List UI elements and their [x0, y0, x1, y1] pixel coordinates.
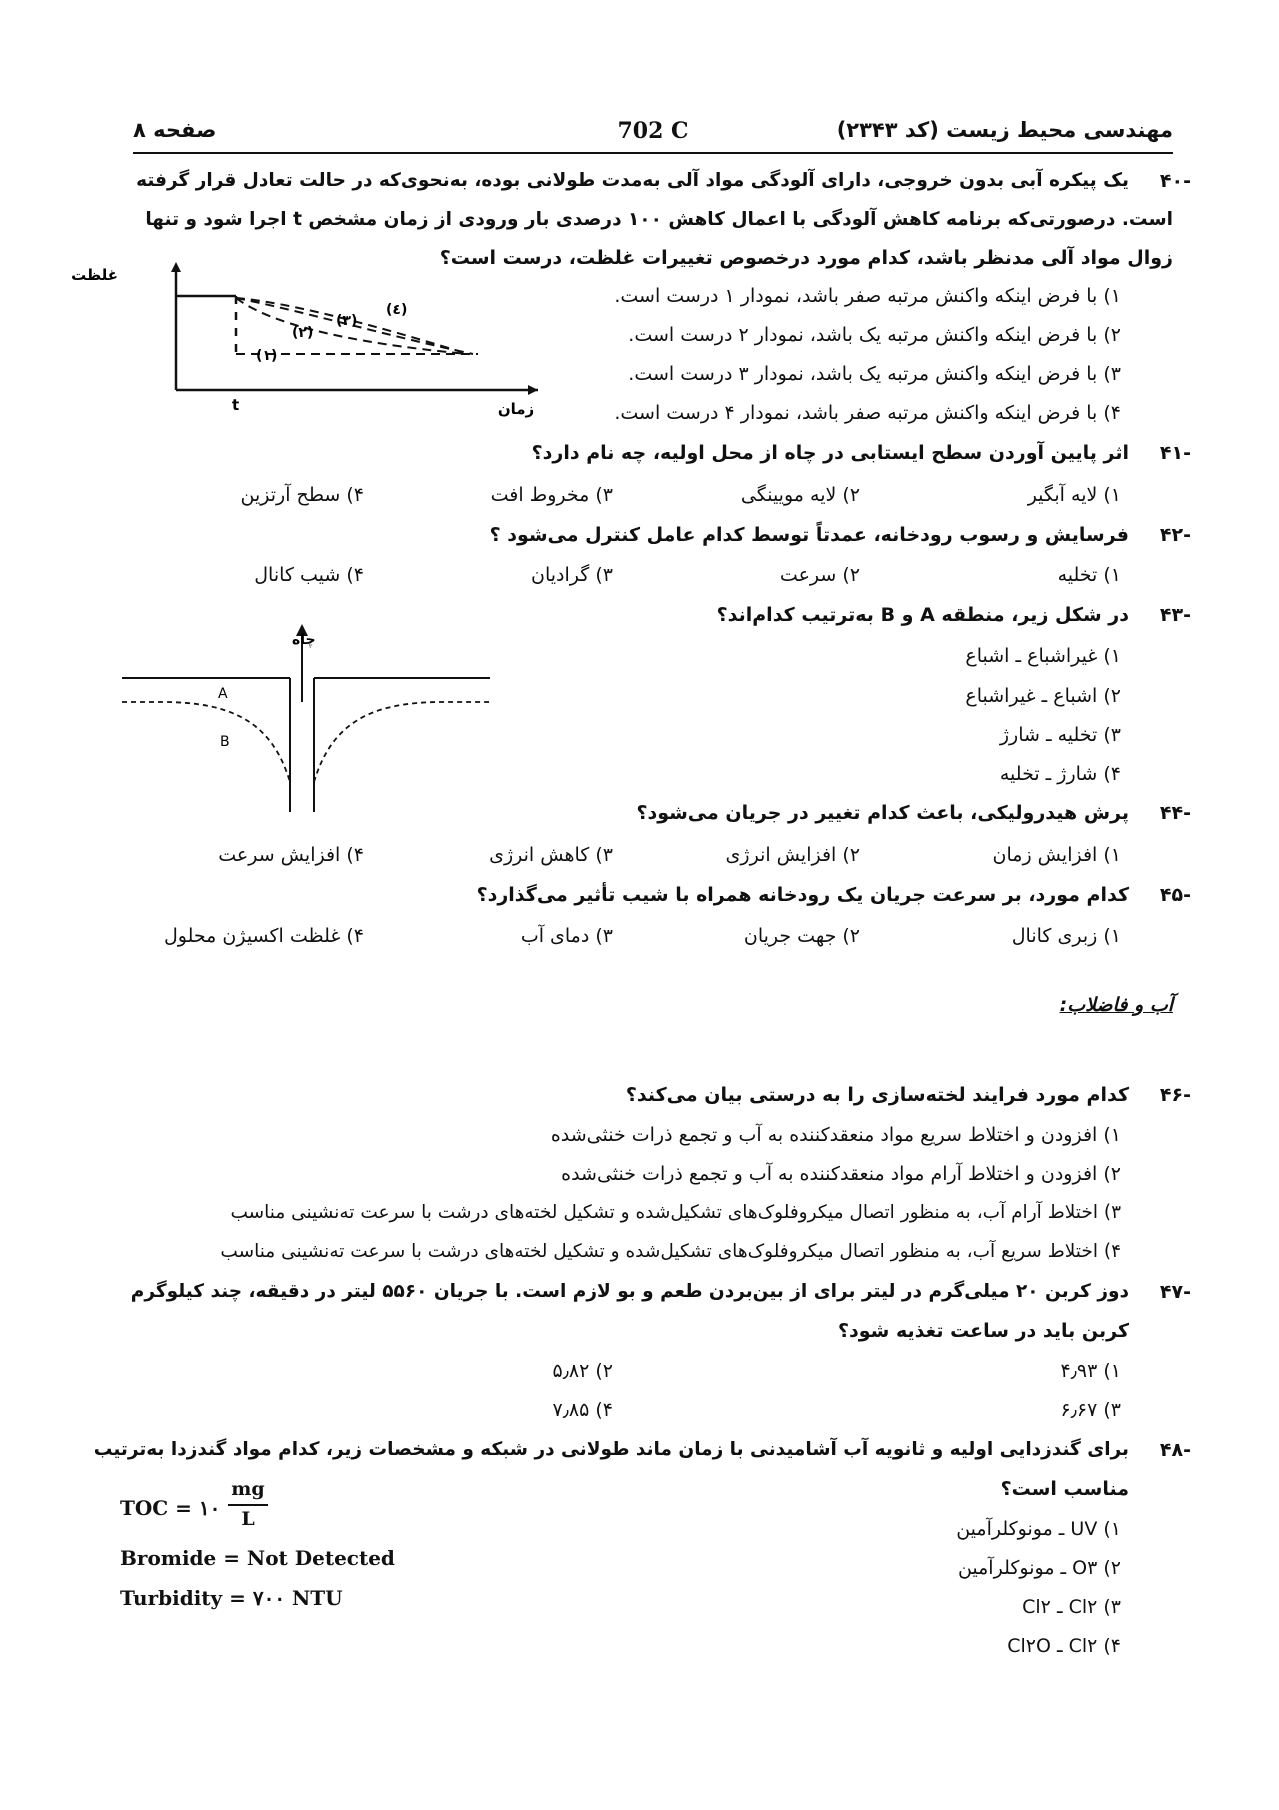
- question-40-number: -۴۰: [1159, 170, 1191, 192]
- spec-toc-unit-numerator: mg: [231, 1478, 265, 1500]
- question-47-option-3[interactable]: ۳) ۶٫۶۷: [1060, 1399, 1121, 1421]
- figure-t-label: t: [232, 396, 240, 414]
- y-axis-arrow: [171, 262, 181, 272]
- question-42-option-3[interactable]: ۳) گرادیان: [531, 564, 613, 586]
- question-44-text: پرش هیدرولیکی، باعث کدام تغییر در جریان می‌شود؟: [636, 802, 1129, 824]
- question-47-line-2: کربن باید در ساعت تغذیه شود؟: [837, 1320, 1129, 1342]
- question-42-option-4[interactable]: ۴) شیب کانال: [254, 564, 364, 586]
- question-46-text: کدام مورد فرایند لخته‌سازی را به درستی بیان می‌کند؟: [625, 1084, 1129, 1106]
- question-41-text: اثر پایین آوردن سطح ایستابی در چاه از محل اولیه، چه نام دارد؟: [531, 442, 1129, 464]
- question-47-option-4[interactable]: ۴) ۷٫۸۵: [552, 1399, 613, 1421]
- page-header: [133, 118, 1173, 154]
- concentration-time-figure: [71, 262, 538, 422]
- question-48-line-2: مناسب است؟: [1000, 1478, 1129, 1500]
- question-41-option-2[interactable]: ۲) لایه مویینگی: [740, 484, 860, 506]
- zone-a-label: A: [218, 686, 228, 702]
- question-43-option-4[interactable]: ۴) شارژ ـ تخلیه: [999, 763, 1121, 785]
- question-47-option-2[interactable]: ۲) ۵٫۸۲: [552, 1360, 613, 1382]
- question-43-option-2[interactable]: ۲) اشباع ـ غیراشباع: [965, 685, 1121, 707]
- question-47-line-1: دوز کربن ۲۰ میلی‌گرم در لیتر برای از بین‌بردن طعم و بو لازم است. با جریان ۵۵۶۰ لیتر در دقیقه، چند کیلوگرم: [130, 1281, 1129, 1302]
- question-45-option-4[interactable]: ۴) غلظت اکسیژن محلول: [163, 925, 364, 947]
- curve-label-4: (٤): [386, 302, 408, 318]
- question-44-option-3[interactable]: ۳) کاهش انرژی: [489, 844, 613, 866]
- question-48-option-3[interactable]: ۳) Cl۲ ـ Cl۲: [1022, 1596, 1121, 1618]
- question-46-option-3[interactable]: ۳) اختلاط آرام آب، به منظور اتصال میکروفلوک‌های تشکیل‌شده و تشکیل لخته‌های درشت با سرعت ته‌نشینی مناسب: [230, 1202, 1121, 1223]
- spec-toc-unit-denominator: L: [241, 1508, 255, 1530]
- question-48-option-2[interactable]: ۲) O۳ ـ مونوکلرآمین: [957, 1557, 1121, 1579]
- question-45-option-3[interactable]: ۳) دمای آب: [520, 925, 613, 947]
- question-45-text: کدام مورد، بر سرعت جریان یک رودخانه همراه با شیب تأثیر می‌گذارد؟: [476, 884, 1129, 906]
- spec-bromide: Bromide = Not Detected: [120, 1546, 395, 1570]
- section-title-water-wastewater: آب و فاضلاب:: [1059, 994, 1173, 1016]
- question-48-number: -۴۸: [1159, 1439, 1191, 1461]
- question-40-line-2: است. درصورتی‌که برنامه کاهش آلودگی با اعمال کاهش ۱۰۰ درصدی بار ورودی از زمان مشخص t اجرا شود و تنها: [145, 209, 1173, 230]
- figure-x-label: زمان: [497, 400, 535, 418]
- header-course-title: مهندسی محیط زیست (کد ۲۳۴۳): [836, 118, 1173, 142]
- spec-toc-fraction-bar: [228, 1504, 268, 1506]
- question-48-option-1[interactable]: ۱) UV ـ مونوکلرآمین: [956, 1518, 1121, 1540]
- header-booklet-code: 702 C: [617, 118, 689, 144]
- question-44-option-1[interactable]: ۱) افزایش زمان: [992, 844, 1121, 866]
- question-40-line-1: یک پیکره آبی بدون خروجی، دارای آلودگی مواد آلی به‌مدت طولانی بوده، به‌نحوی‌که در حالت تعادل قرار گرفته: [136, 170, 1129, 191]
- curve-label-2: (۲): [292, 325, 314, 341]
- zone-b-label: B: [220, 734, 230, 750]
- question-42-option-2[interactable]: ۲) سرعت: [779, 564, 860, 586]
- question-46-option-4[interactable]: ۴) اختلاط سریع آب، به منظور اتصال میکروفلوک‌های تشکیل‌شده و تشکیل لخته‌های درشت با سرعت ته‌نشینی مناسب: [220, 1241, 1121, 1262]
- curve-label-3: (۳): [336, 313, 358, 329]
- question-43-text: در شکل زیر، منطقه A و B به‌ترتیب کدام‌اند؟: [716, 604, 1129, 626]
- figure-y-label: غلظت: [71, 266, 118, 284]
- question-44-option-4[interactable]: ۴) افزایش سرعت: [218, 844, 364, 866]
- question-47-option-1[interactable]: ۱) ۴٫۹۳: [1060, 1360, 1121, 1382]
- spec-turbidity: Turbidity = ۷۰۰ NTU: [120, 1586, 343, 1610]
- cone-right-curve: [314, 702, 490, 782]
- header-page-number: صفحه ۸: [133, 118, 217, 142]
- well-cone-figure: [122, 622, 492, 812]
- curve-label-1: (۱): [256, 348, 278, 364]
- question-44-option-2[interactable]: ۲) افزایش انرژی: [725, 844, 860, 866]
- question-42-option-1[interactable]: ۱) تخلیه: [1057, 564, 1121, 586]
- question-40-option-1[interactable]: ۱) با فرض اینکه واکنش مرتبه صفر باشد، نمودار ۱ درست است.: [614, 285, 1121, 307]
- question-41-option-1[interactable]: ۱) لایه آبگیر: [1027, 484, 1121, 506]
- question-41-number: -۴۱: [1159, 442, 1191, 464]
- question-42-number: -۴۲: [1159, 524, 1191, 546]
- cone-left-curve: [122, 702, 290, 782]
- question-41-option-3[interactable]: ۳) مخروط افت: [490, 484, 613, 506]
- question-45-option-1[interactable]: ۱) زبری کانال: [1011, 925, 1121, 947]
- question-45-number: -۴۵: [1159, 884, 1191, 906]
- question-40-option-3[interactable]: ۳) با فرض اینکه واکنش مرتبه یک باشد، نمودار ۳ درست است.: [628, 363, 1121, 385]
- x-axis-arrow: [528, 385, 538, 395]
- question-43-option-3[interactable]: ۳) تخلیه ـ شارژ: [999, 724, 1121, 746]
- question-46-option-1[interactable]: ۱) افزودن و اختلاط سریع مواد منعقدکننده به آب و تجمع ذرات خنثی‌شده: [550, 1124, 1121, 1146]
- question-40-option-4[interactable]: ۴) با فرض اینکه واکنش مرتبه صفر باشد، نمودار ۴ درست است.: [614, 402, 1121, 424]
- question-46-number: -۴۶: [1159, 1084, 1191, 1106]
- question-43-number: -۴۳: [1159, 604, 1191, 626]
- question-40-option-2[interactable]: ۲) با فرض اینکه واکنش مرتبه یک باشد، نمودار ۲ درست است.: [628, 324, 1121, 346]
- spec-toc-label: TOC = ۱۰: [120, 1496, 221, 1520]
- question-45-option-2[interactable]: ۲) جهت جریان: [743, 925, 860, 947]
- question-42-text: فرسایش و رسوب رودخانه، عمدتاً توسط کدام عامل کنترل می‌شود ؟: [489, 524, 1129, 546]
- question-47-number: -۴۷: [1159, 1281, 1191, 1303]
- question-46-option-2[interactable]: ۲) افزودن و اختلاط آرام مواد منعقدکننده به آب و تجمع ذرات خنثی‌شده: [561, 1163, 1121, 1185]
- question-44-number: -۴۴: [1159, 802, 1191, 824]
- question-40-line-3: زوال مواد آلی مدنظر باشد، کدام مورد درخصوص تغییرات غلظت، درست است؟: [439, 247, 1173, 269]
- well-label: چاه: [292, 632, 316, 648]
- question-41-option-4[interactable]: ۴) سطح آرتزین: [240, 484, 364, 506]
- question-48-line-1: برای گندزدایی اولیه و ثانویه آب آشامیدنی با زمان ماند طولانی در شبکه و مشخصات زیر، کدام مواد گندزدا به‌ترتیب: [93, 1439, 1129, 1460]
- question-48-option-4[interactable]: ۴) Cl۲ ـ Cl۲O: [1007, 1635, 1121, 1657]
- question-43-option-1[interactable]: ۱) غیراشباع ـ اشباع: [965, 645, 1121, 667]
